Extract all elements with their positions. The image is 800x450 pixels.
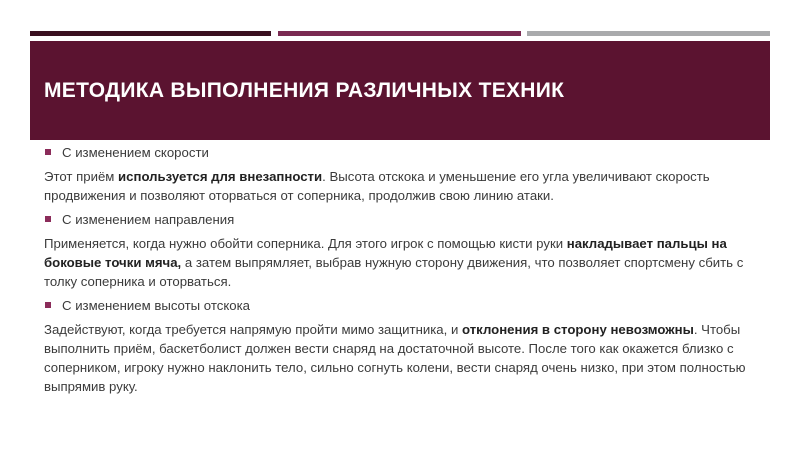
top-accent-bar-purple [278, 31, 521, 36]
square-bullet-icon [45, 216, 51, 222]
slide-title: МЕТОДИКА ВЫПОЛНЕНИЯ РАЗЛИЧНЫХ ТЕХНИК [44, 79, 565, 102]
square-bullet-icon [45, 149, 51, 155]
section-paragraph: Этот приём используется для внезапности. Высота отскока и уменьшение его угла увеличивают скорость продвижения и позволяют оторваться от соперника, продолжив свою линию атаки. [44, 169, 710, 203]
bullet-heading: С изменением высоты отскока [62, 298, 250, 313]
bullet-item [44, 210, 756, 229]
top-accent-bar-dark [30, 31, 271, 36]
top-accent-bar-gray [527, 31, 770, 36]
bullet-heading: С изменением направления [62, 212, 235, 227]
bullet-item [44, 143, 756, 162]
section-paragraph: Применяется, когда нужно обойти соперника. Для этого игрок с помощью кисти руки накладывает пальцы на боковые точки мяча, а затем выпрямляет, выбрав нужную сторону движения, что позволяет спортсмену сбить с толку соперника и оторваться. [44, 236, 744, 289]
bullet-item [44, 296, 756, 315]
section-paragraph: Задействуют, когда требуется напрямую пройти мимо защитника, и отклонения в сторону невозможны. Чтобы выполнить приём, баскетболист должен вести снаряд на достаточной высоте. После того как окажется близко с соперником, игроку нужно наклонить тело, сильно согнуть колени, вести снаряд очень низко, при этом полностью выпрямив руку. [44, 322, 746, 394]
slide-content [44, 143, 756, 401]
bullet-heading: С изменением скорости [62, 145, 209, 160]
square-bullet-icon [45, 302, 51, 308]
